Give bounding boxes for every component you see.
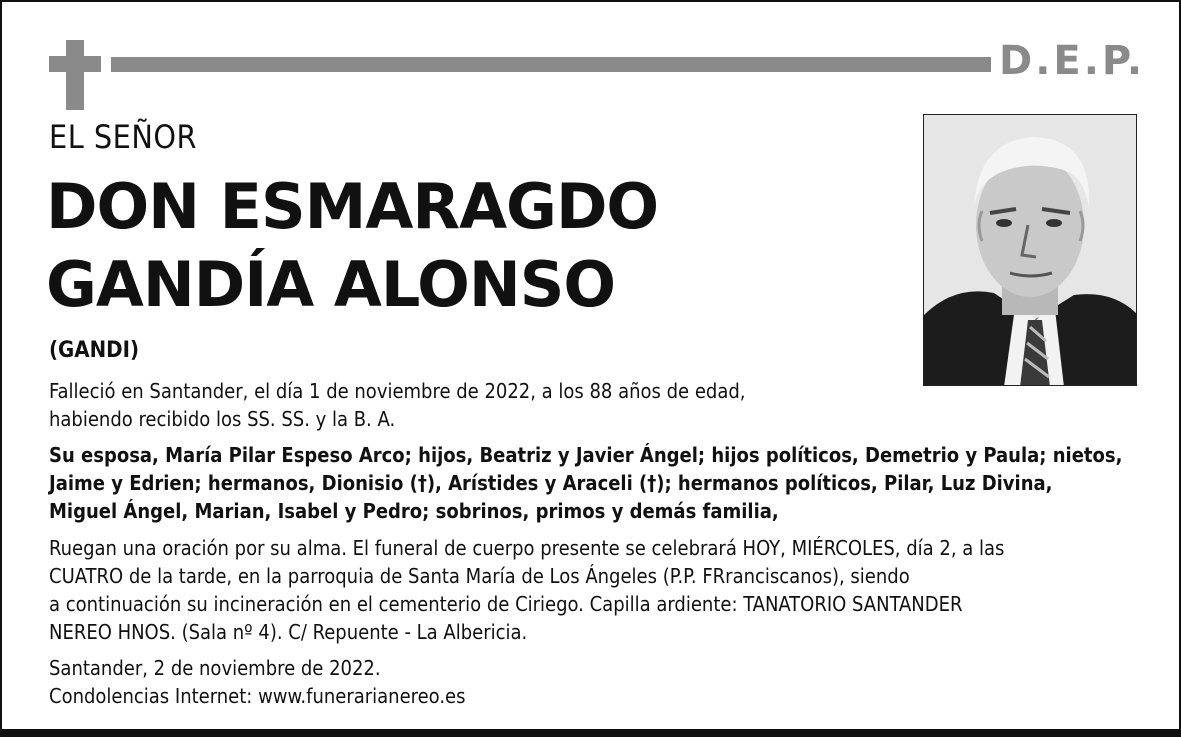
death-info-line: habiendo recibido los SS. SS. y la B. A. bbox=[49, 407, 396, 431]
funeral-info bbox=[49, 534, 1004, 646]
deceased-name-line1: DON ESMARAGDO bbox=[46, 170, 659, 243]
footer-info bbox=[49, 654, 465, 710]
death-info-line: Falleció en Santander, el día 1 de noviembre de 2022, a los 88 años de edad, bbox=[49, 379, 746, 403]
funeral-line: NEREO HNOS. (Sala nº 4). C/ Repuente - La Albericia. bbox=[49, 620, 528, 644]
family-list bbox=[49, 441, 1122, 525]
deceased-name bbox=[46, 168, 658, 324]
place-date: Santander, 2 de noviembre de 2022. bbox=[49, 656, 381, 680]
family-line: Miguel Ángel, Marian, Isabel y Pedro; sobrinos, primos y demás familia, bbox=[49, 499, 779, 523]
funeral-line: CUATRO de la tarde, en la parroquia de Santa María de Los Ángeles (P.P. FRranciscanos), siendo bbox=[49, 564, 910, 588]
deceased-nickname: (GANDI) bbox=[49, 338, 140, 363]
cross-icon bbox=[49, 40, 101, 110]
family-line: Su esposa, María Pilar Espeso Arco; hijos, Beatriz y Javier Ángel; hijos políticos, Demetrio y Paula; nietos, bbox=[49, 443, 1123, 467]
header-rule bbox=[111, 57, 991, 72]
family-line: Jaime y Edrien; hermanos, Dionisio (†), Arístides y Araceli (†); hermanos políticos, Pilar, Luz Divina, bbox=[49, 471, 1053, 495]
death-info bbox=[49, 377, 745, 433]
deceased-title: EL SEÑOR bbox=[49, 118, 198, 156]
portrait-photo bbox=[923, 114, 1137, 386]
portrait-icon bbox=[924, 115, 1137, 386]
condolences-link[interactable]: Condolencias Internet: www.funerarianereo.es bbox=[49, 684, 466, 708]
funeral-line: a continuación su incineración en el cementerio de Ciriego. Capilla ardiente: TANATORIO SANTANDER bbox=[49, 592, 963, 616]
dep-label: D.E.P. bbox=[999, 38, 1146, 84]
deceased-name-line2: GANDÍA ALONSO bbox=[46, 248, 616, 321]
funeral-line: Ruegan una oración por su alma. El funeral de cuerpo presente se celebrará HOY, MIÉRCOLES, día 2, a las bbox=[49, 536, 1005, 560]
